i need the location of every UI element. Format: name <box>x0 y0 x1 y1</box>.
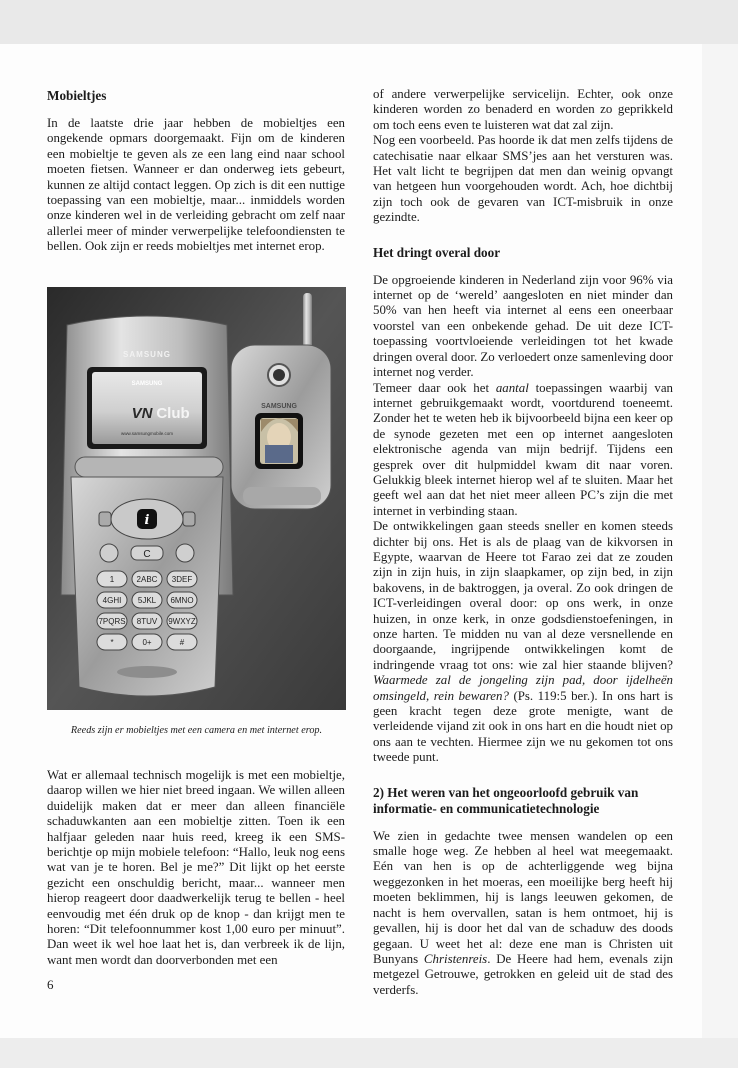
key-5: 5JKL <box>137 596 157 605</box>
screen-brand: SAMSUNG <box>131 381 163 387</box>
key-hash: # <box>179 638 185 647</box>
key-star: * <box>110 638 114 647</box>
paragraph: of andere verwerpelijke servicelijn. Echter, ook onze kinderen worden zo benaderd en worden zo geprikkeld om toch eens even te luisteren wat dat zal zijn. <box>373 87 673 132</box>
key-9: 9WXYZ <box>168 617 196 626</box>
svg-text:C: C <box>143 549 151 560</box>
paragraph: Temeer daar ook het aantal toepassingen waarbij van internet gebruikgemaakt wordt, voortdurend toeneemt. Zonder het te weten heb ik bijvoorbeeld bijna een keer op de synode gezeten met een op internet aangesloten elektronische agenda van mijn bedrijf. Tijdens een gesprek over dit hulpmiddel kwam dit naar voren. Gelukkig bleek internet hierop wel af te sluiten. Maar het geeft wel aan dat het niet meer alleen PC’s zijn die met internet in verbinding staan. <box>373 380 673 518</box>
paragraph: Wat er allemaal technisch mogelijk is met een mobieltje, daarop willen we hier niet breed ingaan. We willen alleen duidelijk maken dat er meer dan alleen financiële schaduwkanten aan een mobieltje zitten. Toen ik een halfjaar geleden naar huis reed, kreeg ik een SMS-berichtje op mijn mobiele telefoon: “Hallo, leuk nog eens wat van je te horen. Bel je me?” Dit lijkt op het eerste gezicht een onschuldig bericht, maar... wanneer men hierop reageert door daadwerkelijk terug te bellen - heel eenvoudig met één druk op de knop - dan krijgt men te horen: “Dit telefoonnummer kost 1,00 euro per minuut”. Dan weet ik wel hoe laat het is, dan verbreek ik de lijn, want men wordt dan doorverbonden met een <box>47 768 345 967</box>
left-column-lower <box>47 768 345 968</box>
paragraph: In de laatste drie jaar hebben de mobieltjes een ongekende opmars doorgemaakt. Fijn om de kinderen een mobieltje te geven als ze een lang eind naar school moeten fietsen. Wanneer er dan onderweg iets gebeurt, kunnen ze altijd contact leggen. Op zich is dit een nuttige toepassing van een mobieltje, maar... inmiddels worden onze kinderen wel in de verleiding gebracht om zelf naar allerlei meer of minder verwerpelijke telefoondiensten te bellen. Ook zijn er reeds mobieltjes met internet erop. <box>47 116 345 254</box>
scan-bottom-margin <box>0 1038 738 1068</box>
key-8: 8TUV <box>136 617 158 626</box>
right-column <box>373 87 673 998</box>
paragraph: Nog een voorbeeld. Pas hoorde ik dat men zelfs tijdens de catechisatie naar elkaar SMS’jes aan het versturen was. Het valt licht te begrijpen dat men dan weinig opvangt van hetgeen hun voorgehouden wordt. Ach, hoe dichtbij zijn toch ook de gevaren van ICT-misbruik in onze gezindte. <box>373 133 673 225</box>
phone-illustration <box>47 287 346 710</box>
left-phone <box>61 316 233 696</box>
left-column <box>47 88 345 255</box>
section-heading-mobieltjes: Mobieltjes <box>47 88 107 103</box>
phone-photo <box>47 287 346 710</box>
screen-logo: Club <box>156 405 190 422</box>
key-3: 3DEF <box>171 575 193 584</box>
key-1: 1 <box>109 575 115 584</box>
screen-logo-prefix: VN <box>131 405 153 422</box>
key-0: 0+ <box>142 638 152 647</box>
paragraph: De ontwikkelingen gaan steeds sneller en komen steeds dichter bij ons. Het is als de plaag van de kikvorsen in Egypte, waarvan de Heere tot Farao zei dat ze zouden zijn in zijn huis, in zijn slaapkamer, op zijn bed, in zijn bakovens, in de baktroggen, ja overal. Zo ook dringen de ICT-verleidingen overal door: op ons werk, in onze huizen, in onze kerk, in onze godsdienstoefeningen, in onze harten. Te midden nu van al deze versnellende en doorgaande, ingrijpende ontwikkelingen komt de indringende vraag tot ons: wie zal hier staande blijven? Waarmede zal de jongeling zijn pad, door ijdelheën omsingeld, rein bewaren? (Ps. 119:5 ber.). In ons hart is geen kracht tegen deze grote menigte, want de verleidende vijand zit ook in ons hart en die houdt niet op ons aan te vechten. Hiermee zijn we nu gekomen tot ons tweede punt. <box>373 519 673 765</box>
page-number: 6 <box>47 977 54 992</box>
paragraph: De opgroeiende kinderen in Nederland zijn voor 96% via internet op de ‘wereld’ aangesloten en niet minder dan 50% van hen heeft via internet al eens een oneerbaar voorstel van een onbekende gehad. De uit deze ICT-toepassing voortvloeiende verleidingen tot het kwade dringen overal door. Zo verloedert onze samenleving door internet nog verder. <box>373 272 673 380</box>
section-heading-het-dringt: Het dringt overal door <box>373 244 501 260</box>
scan-right-margin <box>702 44 738 1038</box>
key-2: 2ABC <box>136 575 158 584</box>
left-phone-brand: SAMSUNG <box>123 350 171 359</box>
screen-url: www.samsungmobile.com <box>120 431 174 436</box>
scan-top-margin <box>0 0 738 44</box>
key-6: 6MNO <box>170 596 194 605</box>
section-heading-het-weren: 2) Het weren van het ongeoorloofd gebruik van informatie- en communicatietechnologie <box>373 784 639 816</box>
key-4: 4GHI <box>102 596 122 605</box>
photo-caption: Reeds zijn er mobieltjes met een camera en met internet erop. <box>70 725 323 736</box>
paragraph: We zien in gedachte twee mensen wandelen op een smalle hoge weg. Ze hebben al heel wat meegemaakt. Eén van hen is op de achterliggende weg bijna weggezonken in het moeras, een moeilijke berg heeft hij moeten beklimmen, hij is langs leeuwen gekomen, de nacht is hem overvallen, satan is hem ontmoet, hij is gevallen, hij is door het dal van de schaduw des doods gegaan. U weet het al: deze ene man is Christen uit Bunyans Christenreis. De Heere had hem, evenals zijn metgezel Getrouwe, getrokken en geleid uit de stad des verderfs. <box>373 828 673 997</box>
key-7: 7PQRS <box>98 617 126 626</box>
right-phone-brand: SAMSUNG <box>261 403 297 410</box>
center-key: i <box>144 513 150 528</box>
